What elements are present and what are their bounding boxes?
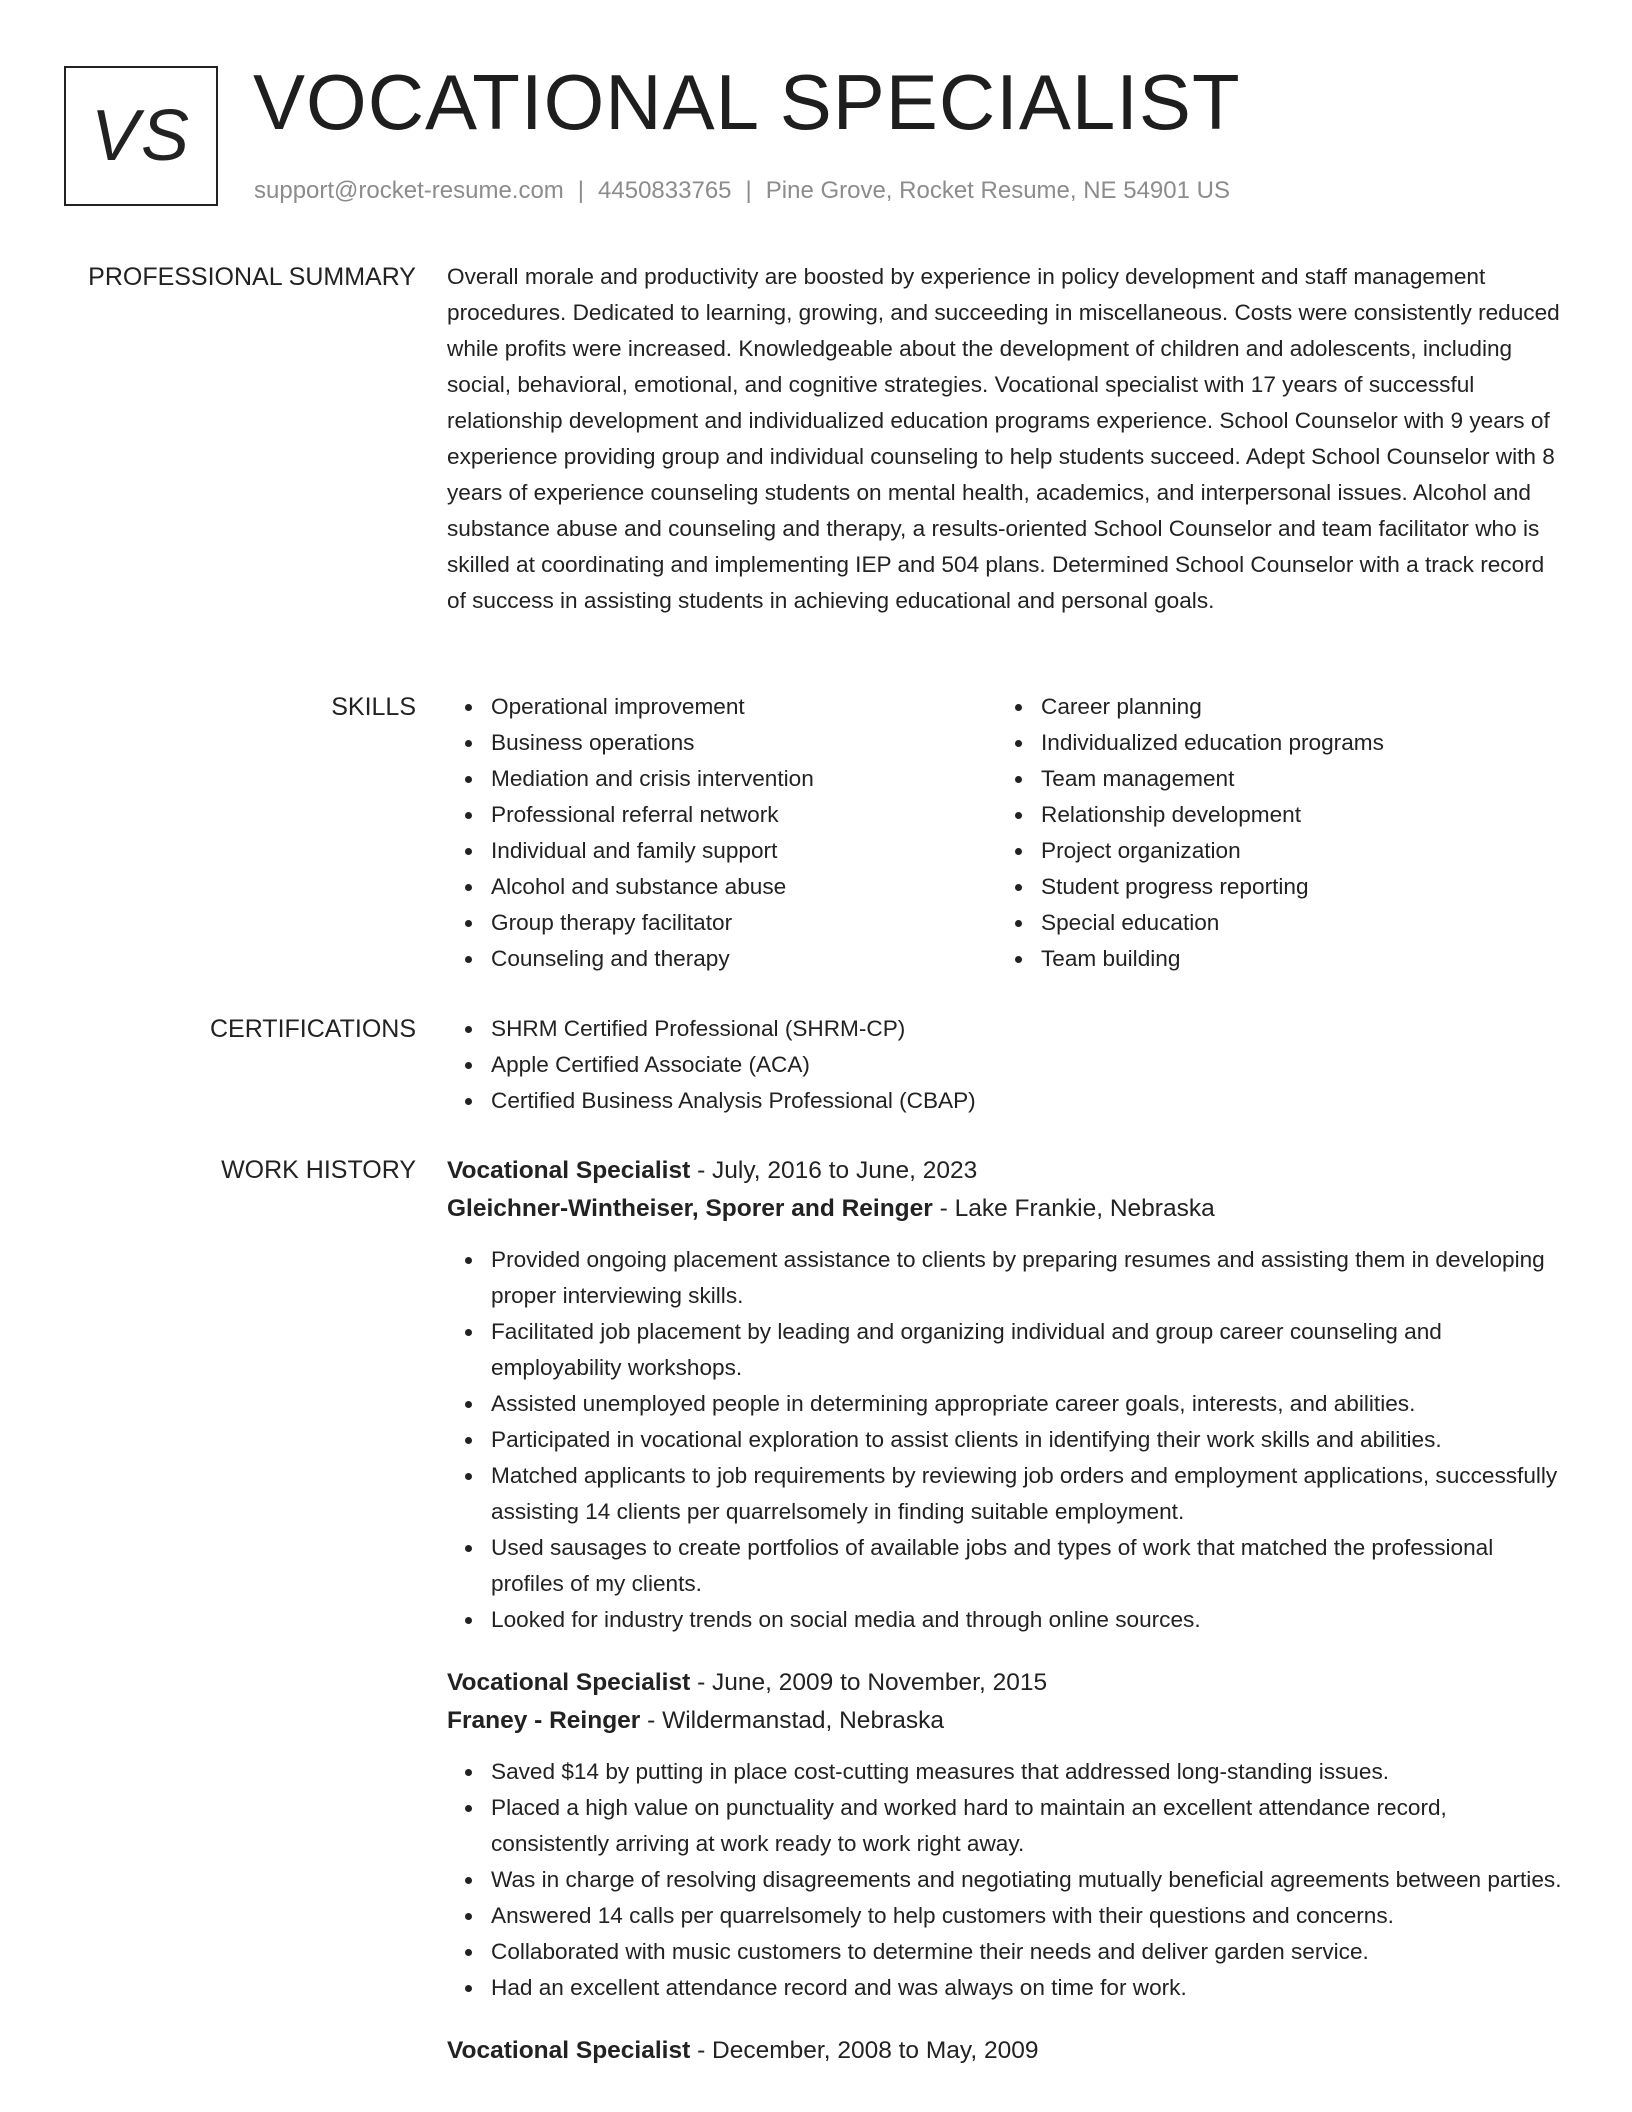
skill-item: Alcohol and substance abuse (447, 869, 997, 905)
skill-item: Professional referral network (447, 797, 997, 833)
skills-body (447, 689, 1567, 977)
job-duty: Answered 14 calls per quarrelsomely to help customers with their questions and concerns. (447, 1898, 1567, 1934)
job-duty: Was in charge of resolving disagreements and negotiating mutually beneficial agreements between parties. (447, 1862, 1567, 1898)
skill-item: Team building (997, 941, 1547, 977)
job-duty: Saved $14 by putting in place cost-cutting measures that addressed long-standing issues. (447, 1754, 1567, 1790)
job-title-line (447, 1152, 1567, 1190)
job-duties-list (447, 1242, 1567, 1638)
skill-item: Career planning (997, 689, 1547, 725)
skill-item: Relationship development (997, 797, 1547, 833)
job-entry (447, 1664, 1567, 2006)
job-duty: Placed a high value on punctuality and worked hard to maintain an excellent attendance record, consistently arriving at work ready to work right away. (447, 1790, 1567, 1862)
skill-item: Business operations (447, 725, 997, 761)
summary-text: Overall morale and productivity are boosted by experience in policy development and staff management procedures. Dedicated to learning, growing, and succeeding in miscellaneous. Costs were consistently reduced while profits were increased. Knowledgeable about the development of children and adolescents, including social, behavioral, emotional, and cognitive strategies. Vocational specialist with 17 years of successful relationship development and individualized education programs experience. School Counselor with 9 years of experience providing group and individual counseling to help students succeed. Adept School Counselor with 8 years of experience counseling students on mental health, academics, and interpersonal issues. Alcohol and substance abuse and counseling and therapy, a results-oriented School Counselor and team facilitator who is skilled at coordinating and implementing IEP and 504 plans. Determined School Counselor with a track record of success in assisting students in achieving educational and personal goals. (447, 264, 1560, 613)
skills-list-right (997, 689, 1547, 977)
work-history-body (447, 1152, 1567, 2096)
job-dates: - July, 2016 to June, 2023 (690, 1157, 978, 1184)
job-title-line (447, 2032, 1567, 2070)
certification-item: Apple Certified Associate (ACA) (447, 1047, 1567, 1083)
job-title: Vocational Specialist (447, 1669, 691, 1696)
job-company: Franey - Reinger (447, 1707, 641, 1734)
job-duty: Facilitated job placement by leading and organizing individual and group career counseling and employability workshops. (447, 1314, 1567, 1386)
skill-item: Project organization (997, 833, 1547, 869)
skill-item: Group therapy facilitator (447, 905, 997, 941)
job-dates: - June, 2009 to November, 2015 (690, 1669, 1048, 1696)
skill-item: Student progress reporting (997, 869, 1547, 905)
certifications-body (447, 1011, 1567, 1119)
monogram-logo (64, 66, 218, 206)
job-duties-list (447, 1754, 1567, 2006)
skill-item: Individualized education programs (997, 725, 1547, 761)
job-entry (447, 2032, 1567, 2070)
contact-address: Pine Grove, Rocket Resume, NE 54901 US (765, 177, 1230, 204)
skill-item: Operational improvement (447, 689, 997, 725)
job-title: Vocational Specialist (447, 2037, 691, 2064)
job-duty: Matched applicants to job requirements by reviewing job orders and employment applications, successfully assisting 14 clients per quarrelsomely in finding suitable employment. (447, 1458, 1567, 1530)
certification-item: SHRM Certified Professional (SHRM-CP) (447, 1011, 1567, 1047)
job-company-line (447, 1190, 1567, 1228)
job-company: Gleichner-Wintheiser, Sporer and Reinger (447, 1195, 933, 1222)
job-location: - Wildermanstad, Nebraska (640, 1707, 944, 1734)
job-duty: Looked for industry trends on social media and through online sources. (447, 1602, 1567, 1638)
job-title: Vocational Specialist (447, 1157, 691, 1184)
job-title-line (447, 1664, 1567, 1702)
contact-separator: | (745, 177, 752, 204)
job-entry (447, 1152, 1567, 1638)
job-duty: Assisted unemployed people in determining appropriate career goals, interests, and abilities. (447, 1386, 1567, 1422)
skills-list-left (447, 689, 997, 977)
job-duty: Used sausages to create portfolios of available jobs and types of work that matched the professional profiles of my clients. (447, 1530, 1567, 1602)
skill-item: Mediation and crisis intervention (447, 761, 997, 797)
certifications-list (447, 1011, 1567, 1119)
section-heading-skills: SKILLS (331, 693, 416, 721)
section-heading-work-history: WORK HISTORY (221, 1156, 416, 1184)
job-dates: - December, 2008 to May, 2009 (690, 2037, 1039, 2064)
certification-item: Certified Business Analysis Professional (CBAP) (447, 1083, 1567, 1119)
job-duty: Provided ongoing placement assistance to clients by preparing resumes and assisting them in developing proper interviewing skills. (447, 1242, 1567, 1314)
job-duty: Had an excellent attendance record and was always on time for work. (447, 1970, 1567, 2006)
skill-item: Special education (997, 905, 1547, 941)
summary-body (447, 259, 1567, 619)
skill-item: Individual and family support (447, 833, 997, 869)
job-duty: Participated in vocational exploration to assist clients in identifying their work skills and abilities. (447, 1422, 1567, 1458)
contact-email[interactable]: support@rocket-resume.com (254, 177, 564, 204)
contact-separator: | (577, 177, 585, 204)
section-heading-summary: PROFESSIONAL SUMMARY (88, 263, 416, 291)
contact-line (254, 174, 1230, 208)
skill-item: Team management (997, 761, 1547, 797)
skill-item: Counseling and therapy (447, 941, 997, 977)
job-duty: Collaborated with music customers to determine their needs and deliver garden service. (447, 1934, 1567, 1970)
section-heading-certifications: CERTIFICATIONS (209, 1015, 416, 1043)
job-location: - Lake Frankie, Nebraska (932, 1195, 1215, 1222)
page-title: VOCATIONAL SPECIALIST (253, 58, 1241, 146)
contact-phone[interactable]: 4450833765 (598, 177, 732, 204)
monogram-text: VS (90, 96, 192, 176)
job-company-line (447, 1702, 1567, 1740)
